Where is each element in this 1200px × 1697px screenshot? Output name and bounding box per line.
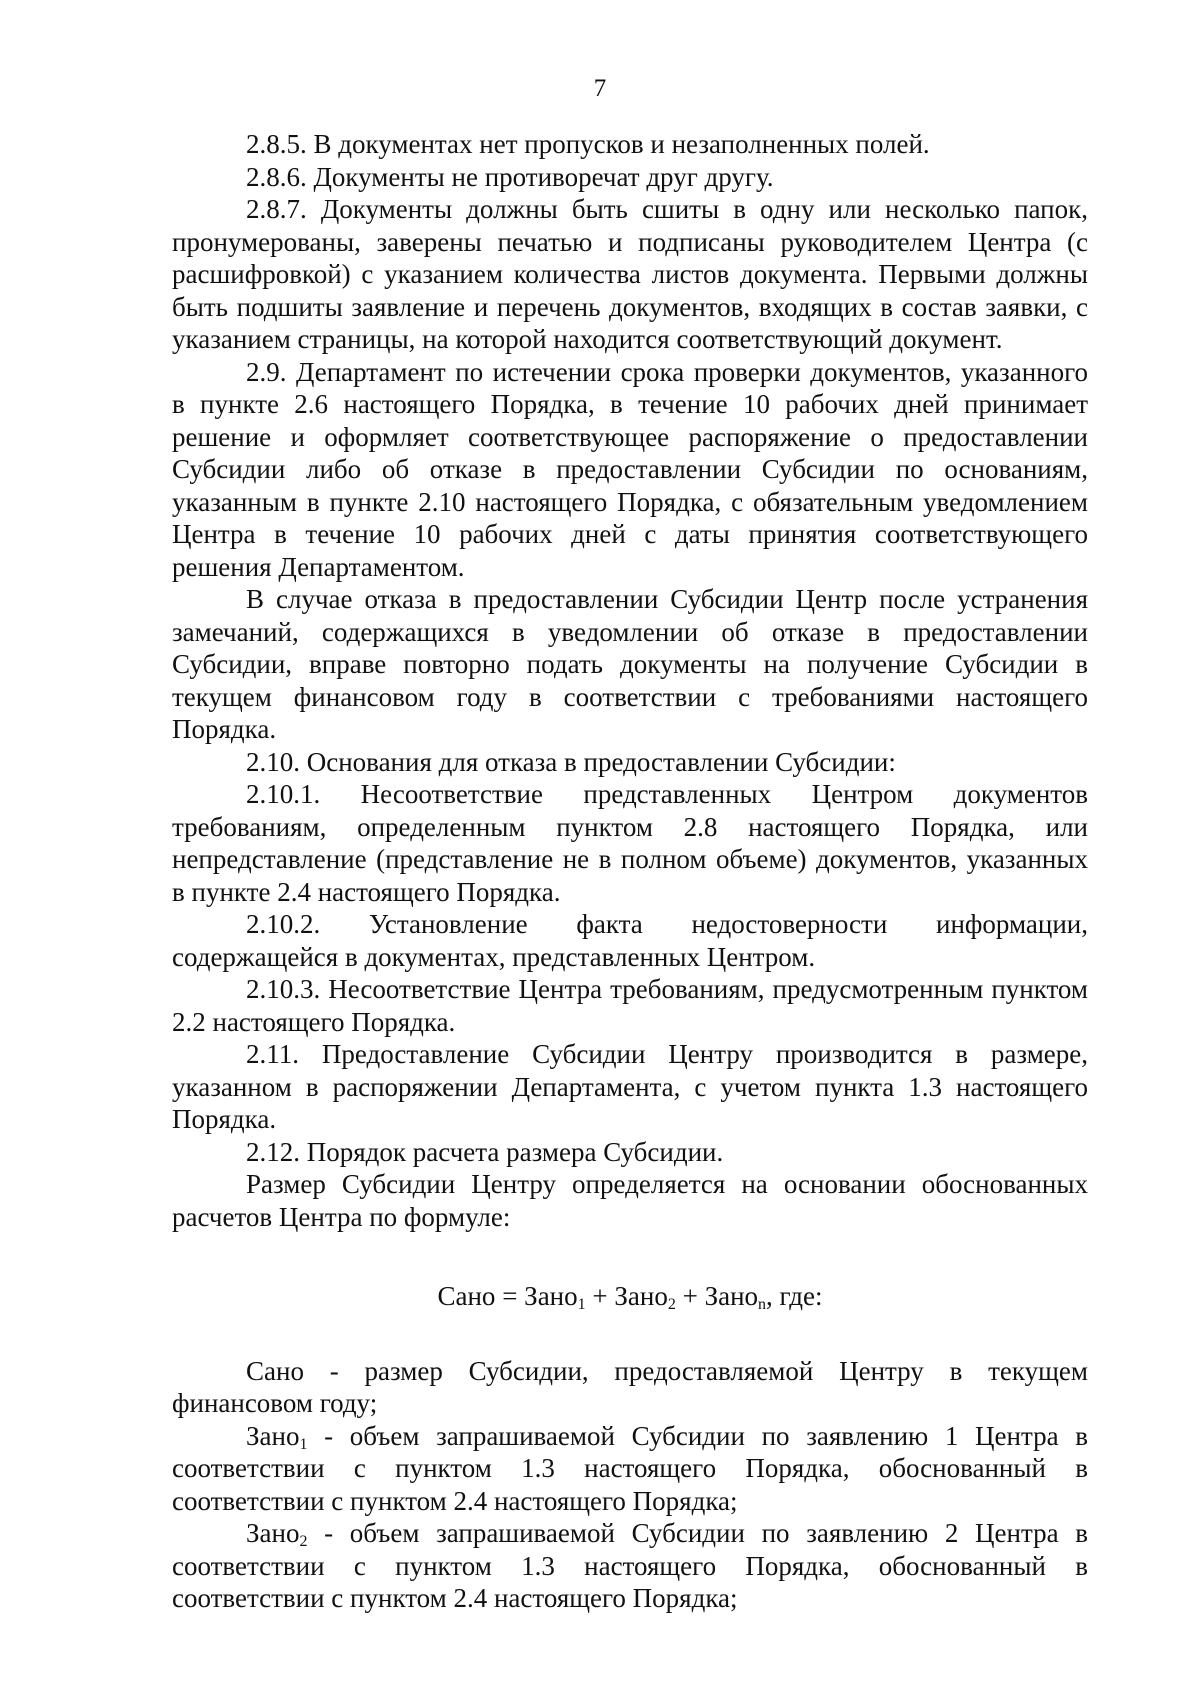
paragraph-2-8-7: 2.8.7. Документы должны быть сшиты в одну или несколько папок, пронумерованы, заверены печатью и подписаны руководителем Центра (с расшифровкой) с указанием количества листов документа. Первыми должны быть подшиты заявление и перечень документов, входящих в состав заявки, с указанием страницы, на которой находится соответствующий документ. bbox=[172, 194, 1088, 354]
definition-sano bbox=[172, 1355, 1088, 1420]
formula-term-2: Зано bbox=[614, 1281, 668, 1311]
definition-zano-2 bbox=[172, 1517, 1088, 1615]
formula-sub-1: 1 bbox=[577, 1296, 586, 1313]
page-number: 7 bbox=[593, 75, 607, 102]
definition-term: Зано bbox=[246, 1518, 300, 1548]
paragraph-2-8-5: 2.8.5. В документах нет пропусков и незаполненных полей. bbox=[246, 129, 930, 159]
paragraph-2-9: 2.9. Департамент по истечении срока проверки документов, указанного в пункте 2.6 настоящего Порядка, в течение 10 рабочих дней принимает решение и оформляет соответствующее распоряжение о предоставлении Субсидии либо об отказе в предоставлении Субсидии по основаниям, указанным в пункте 2.10 настоящего Порядка, с обязательным уведомлением Центра в течение 10 рабочих дней с даты принятия соответствующего решения Департаментом. bbox=[172, 356, 1088, 582]
paragraph-2-10-3: 2.10.3. Несоответствие Центра требованиям, предусмотренным пунктом 2.2 настоящего Порядка. bbox=[172, 974, 1088, 1037]
formula-sub-n: n bbox=[758, 1296, 767, 1313]
definition-term: Зано bbox=[246, 1420, 300, 1451]
formula-term-1: Зано bbox=[524, 1281, 578, 1311]
document-body bbox=[172, 128, 1088, 1615]
paragraph-refusal-case: В случае отказа в предоставлении Субсидии Центр после устранения замечаний, содержащихся в уведомлении об отказе в предоставлении Субсидии, вправе повторно подать документы на получение Субсидии в текущем финансовом году в соответствии с требованиями настоящего Порядка. bbox=[172, 584, 1088, 744]
definition-text: - объем запрашиваемой Субсидии по заявлению 2 Центра в соответствии с пунктом 1.3 настоящего Порядка, обоснованный в соответствии с пунктом 2.4 настоящего Порядка; bbox=[172, 1518, 1088, 1613]
formula-plus-2: + bbox=[675, 1281, 705, 1311]
formula-term-n: Зано bbox=[704, 1281, 759, 1311]
paragraph-2-10: 2.10. Основания для отказа в предоставлении Субсидии: bbox=[246, 746, 896, 777]
paragraph-2-10-2: 2.10.2. Установление факта недостоверности информации, содержащейся в документах, представленных Центром. bbox=[172, 909, 1088, 972]
definition-zano-1 bbox=[172, 1420, 1088, 1518]
formula-lhs: Сано bbox=[437, 1281, 496, 1311]
definition-sub: 1 bbox=[299, 1435, 308, 1453]
formula-plus-1: + bbox=[585, 1281, 615, 1311]
definition-term: Сано bbox=[246, 1355, 304, 1386]
paragraph-formula-intro: Размер Субсидии Центру определяется на основании обоснованных расчетов Центра по формуле: bbox=[172, 1169, 1088, 1232]
subsidy-formula bbox=[172, 1280, 1088, 1313]
definition-sub: 2 bbox=[299, 1533, 308, 1550]
paragraph-2-8-6: 2.8.6. Документы не противоречат друг другу. bbox=[246, 161, 774, 192]
paragraph-2-11: 2.11. Предоставление Субсидии Центру производится в размере, указанном в распоряжении Департамента, с учетом пункта 1.3 настоящего Порядка. bbox=[172, 1039, 1088, 1134]
definition-text: - размер Субсидии, предоставляемой Центру в текущем финансовом году; bbox=[172, 1355, 1088, 1418]
paragraph-2-10-1: 2.10.1. Несоответствие представленных Центром документов требованиям, определенным пунктом 2.8 настоящего Порядка, или непредставление (представление не в полном объеме) документов, указанных в пункте 2.4 настоящего Порядка. bbox=[172, 779, 1088, 907]
paragraph-2-12: 2.12. Порядок расчета размера Субсидии. bbox=[246, 1136, 724, 1167]
formula-sub-2: 2 bbox=[667, 1296, 676, 1313]
definition-text: - объем запрашиваемой Субсидии по заявлению 1 Центра в соответствии с пунктом 1.3 настоящего Порядка, обоснованный в соответствии с пунктом 2.4 настоящего Порядка; bbox=[172, 1420, 1088, 1516]
formula-equals: = bbox=[495, 1281, 525, 1311]
formula-tail: , где: bbox=[766, 1281, 823, 1311]
